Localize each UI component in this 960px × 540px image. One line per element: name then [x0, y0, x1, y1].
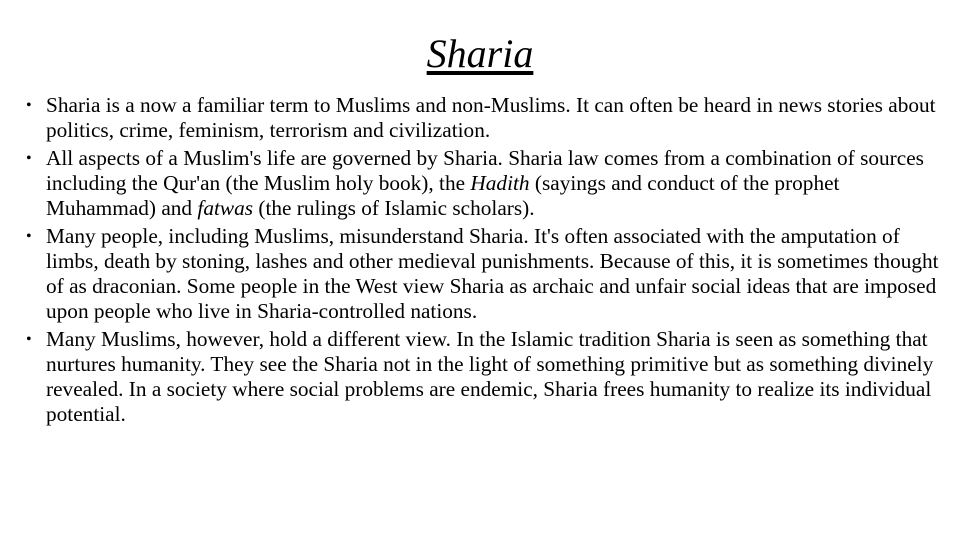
bullet-item-3 — [24, 224, 940, 324]
bullet-text-segment: Many people, including Muslims, misunderstand Sharia. It's often associated with the amputation of limbs, death by stoning, lashes and other medieval punishments. Because of this, it is sometimes thought of as draconian. Some people in the West view Sharia as archaic and unfair social ideas that are imposed upon people who live in Sharia-controlled nations. — [46, 224, 939, 323]
bullet-text — [46, 224, 939, 323]
bullet-list — [24, 93, 940, 430]
bullet-text — [46, 93, 936, 142]
bullet-text-segment: All aspects of a Muslim's life are governed by Sharia. Sharia law comes from a combination of sources including the Qur'an (the Muslim holy book), the — [46, 146, 924, 195]
bullet-item-4 — [24, 327, 940, 427]
bullet-text-segment: (sayings and conduct of the prophet Muhammad) and — [46, 171, 840, 220]
bullet-text-segment: (the rulings of Islamic scholars). — [253, 196, 535, 220]
fatwas-term: fatwas — [197, 196, 254, 220]
bullet-text — [46, 146, 924, 220]
bullet-text — [46, 327, 933, 426]
bullet-item-2 — [24, 146, 940, 221]
bullet-icon: • — [26, 150, 32, 167]
bullet-icon: • — [26, 331, 32, 348]
bullet-icon: • — [26, 97, 32, 114]
bullet-item-1 — [24, 93, 940, 143]
bullet-text-segment: Sharia is a now a familiar term to Muslims and non-Muslims. It can often be heard in news stories about politics, crime, feminism, terrorism and civilization. — [46, 93, 936, 142]
hadith-term: Hadith — [470, 171, 530, 195]
bullet-text-segment: Many Muslims, however, hold a different view. In the Islamic tradition Sharia is seen as something that nurtures humanity. They see the Sharia not in the light of something primitive but as something divinely revealed. In a society where social problems are endemic, Sharia frees humanity to realize its individual potential. — [46, 327, 934, 426]
slide-title: Sharia — [426, 31, 534, 76]
bullet-icon: • — [26, 228, 32, 245]
